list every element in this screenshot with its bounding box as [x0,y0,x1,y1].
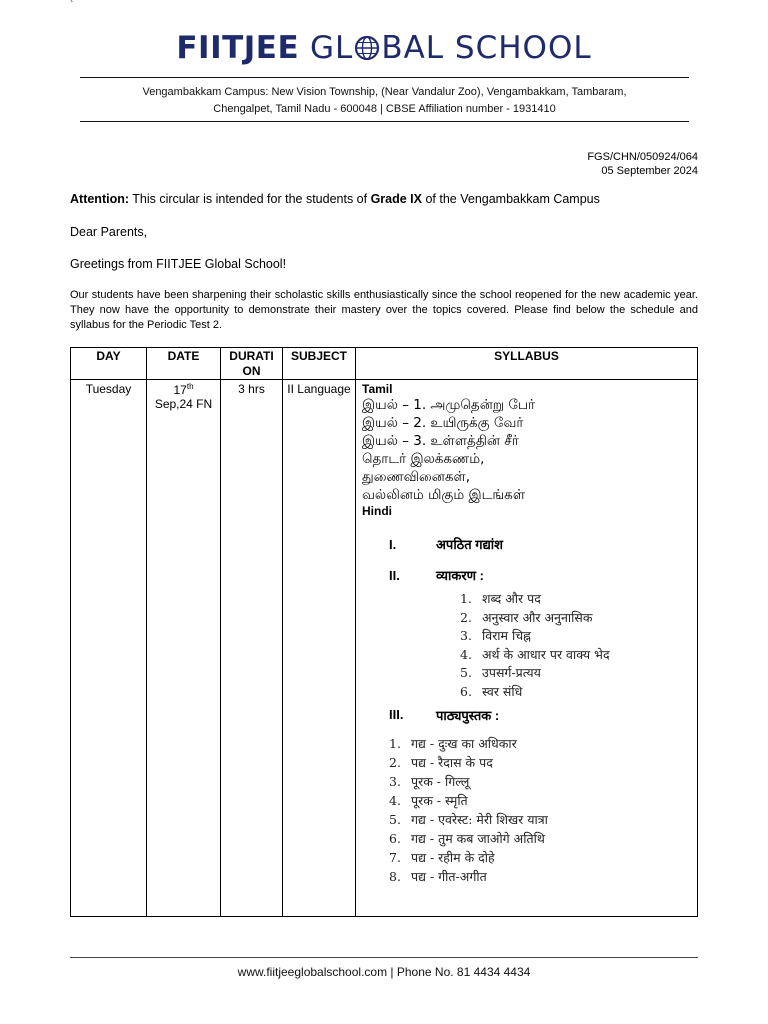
textbook-list [389,734,691,886]
item-text: पद्य - रहीम के दोहे [411,849,495,865]
item-text: शब्द और पद [482,591,541,606]
header-syllabus: SYLLABUS [356,348,698,380]
item-text: गद्य - तुम कब जाओगे अतिथि [411,830,545,846]
section-title: पाठ्यपुस्तक : [436,707,500,723]
reference-number: FGS/CHN/050924/064 [587,151,698,163]
grade-label: Grade IX [370,192,422,206]
corner-mark: ` [70,0,74,11]
item-number: 3. [460,628,472,644]
section-number: I. [389,536,397,552]
hindi-section-1 [389,535,691,553]
tamil-syllabus [362,396,691,504]
list-item [389,734,691,753]
section-title: अपठित गद्यांश [436,537,503,552]
brand-name-part2: BAL SCHOOL [381,30,592,66]
circular-date: 05 September 2024 [601,165,698,177]
list-item: தொடர் இலக்கணம், [362,451,485,467]
campus-address [80,84,689,118]
item-text: पद्य - गीत-अगीत [411,868,487,884]
greeting: Greetings from FIITJEE Global School! [70,257,287,271]
intro-paragraph: Our students have been sharpening their scholastic skills enthusiastically since the school reopened for the new academic year. They now have the opportunity to demonstrate their mastery over the topics covered. Please find below the schedule and syllabus for the Periodic Test 2. [70,289,698,331]
list-item [460,683,691,702]
attention-label: Attention: [70,192,130,206]
hindi-section-2 [389,566,691,584]
item-number: 3. [389,773,401,789]
item-text: अर्थ के आधार पर वाक्य भेद [482,646,610,662]
item-number: 7. [389,849,401,865]
footer-separator: | [387,965,397,979]
item-number: 2. [460,609,472,625]
item-number: 6. [460,683,472,699]
date-rest: Sep,24 FN [154,397,213,411]
header-date: DATE [147,348,221,380]
table-row [71,380,698,917]
item-text: स्वर संधि [482,683,523,699]
address-line-2: Chengalpet, Tamil Nadu - 600048 | CBSE Affiliation number - 1931410 [213,103,556,115]
section-title: व्याकरण : [436,568,484,583]
item-text: गद्य - एवरेस्ट: मेरी शिखर यात्रा [411,811,548,827]
item-number: 4. [389,792,401,808]
brand-name-part1: GL [310,30,354,66]
item-text: पूरक - गिल्लू [411,773,470,789]
item-text: पद्य - रैदास के पद [411,754,493,770]
header-duration [221,348,283,380]
cell-day: Tuesday [71,380,147,917]
hindi-section-3 [389,706,691,724]
hindi-heading: Hindi [362,504,392,518]
item-number: 1. [460,591,472,606]
header-top-rule [80,77,689,78]
header-duration-part2: ON [242,364,261,378]
cell-subject: II Language [283,380,356,917]
list-item [389,829,691,848]
item-number: 1. [389,735,401,751]
list-item [460,609,691,628]
item-text: गद्य - दुःख का अधिकार [411,735,517,751]
list-item [389,848,691,867]
circular-reference [587,150,698,178]
header-subject: SUBJECT [283,348,356,380]
attention-text-1: This circular is intended for the students of [129,192,371,206]
section-number: III. [389,707,404,723]
date-suffix: th [186,382,194,391]
list-item [389,772,691,791]
address-line-1: Vengambakkam Campus: New Vision Township, (Near Vandalur Zoo), Vengambakkam, Tambaram, [142,86,627,98]
item-number: 5. [389,811,401,827]
list-item [460,590,691,609]
item-number: 6. [389,830,401,846]
tamil-heading: Tamil [362,382,393,396]
list-item [389,867,691,886]
brand-name-bold: FIITJEE [176,30,300,66]
website-link[interactable]: www.fiitjeeglobalschool.com [237,965,388,979]
list-item: இயல் – 3. உள்ளத்தின் சீர் [362,433,519,449]
list-item [460,646,691,665]
schedule-table [70,347,698,917]
cell-date [147,380,221,917]
list-item: வல்லினம் மிகும் இடங்கள் [362,487,526,503]
grammar-list [460,590,691,702]
date-day: 17 [173,383,187,397]
attention-text-2: of the Vengambakkam Campus [422,192,600,206]
globe-icon [354,35,380,61]
item-text: पूरक - स्मृति [411,792,468,808]
list-item [460,627,691,646]
item-text: विराम चिह्न [482,628,531,644]
item-number: 2. [389,754,401,770]
header-duration-part1: DURATI [229,349,274,363]
list-item: இயல் – 1. அமுதென்று பேர் [362,397,536,413]
school-logo [0,30,768,66]
list-item [460,664,691,683]
attention-line [70,192,600,206]
header-bottom-rule [80,121,689,122]
section-number: II. [389,567,400,583]
item-text: उपसर्ग-प्रत्यय [482,665,541,681]
list-item [389,810,691,829]
cell-duration: 3 hrs [221,380,283,917]
table-header-row [71,348,698,380]
salutation: Dear Parents, [70,225,148,239]
cell-syllabus [356,380,698,917]
footer [0,965,768,979]
list-item [389,791,691,810]
phone-number: Phone No. 81 4434 4434 [396,965,531,979]
footer-rule [70,957,698,958]
item-number: 5. [460,665,472,681]
list-item [389,753,691,772]
item-number: 4. [460,646,472,662]
header-day: DAY [71,348,147,380]
list-item: இயல் – 2. உயிருக்கு வேர் [362,415,524,431]
item-number: 8. [389,868,401,884]
item-text: अनुस्वार और अनुनासिक [482,609,593,625]
list-item: துணைவினைகள், [362,469,470,485]
